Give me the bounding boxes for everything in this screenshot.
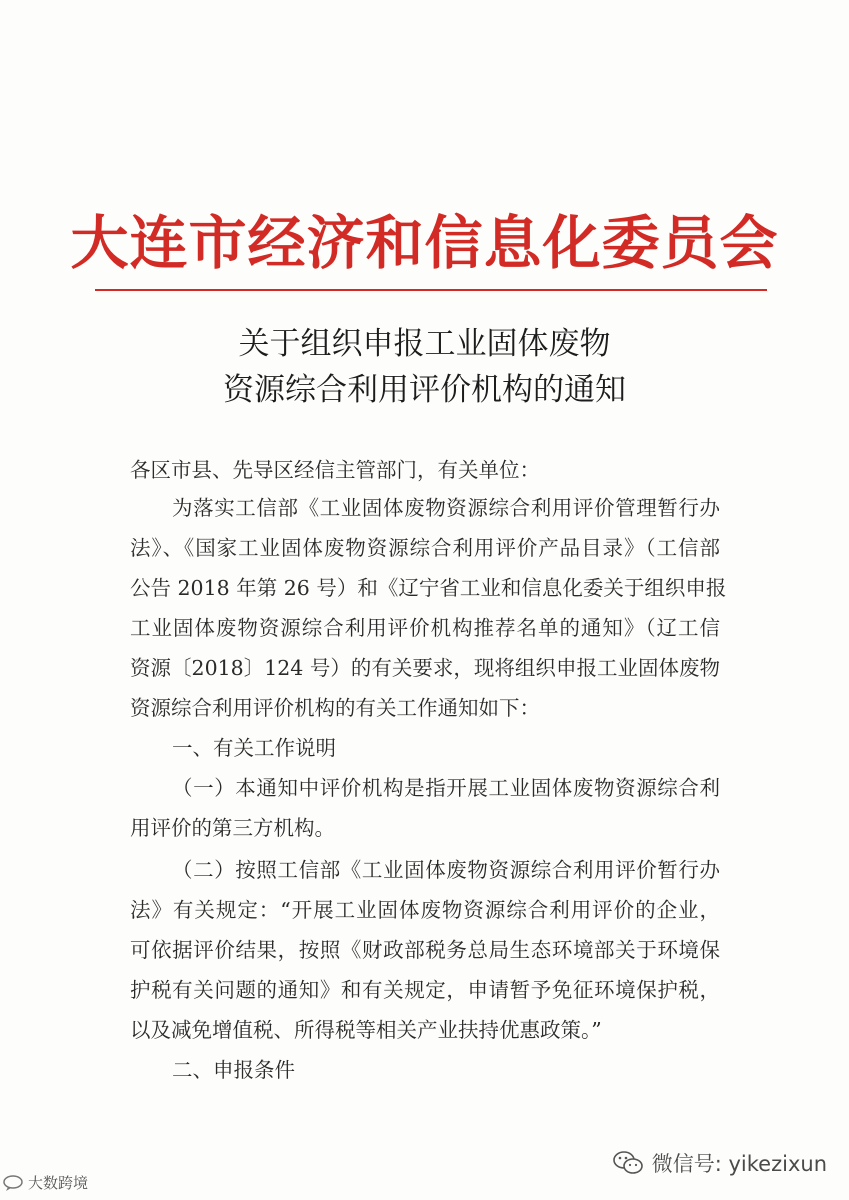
- letterhead-red-rule: [95, 289, 767, 291]
- body-line: 可依据评价结果，按照《财政部税务总局生态环境部关于环境保: [130, 938, 720, 962]
- section-heading-1: 一、有关工作说明: [172, 736, 336, 760]
- document-title-line-1: 关于组织申报工业固体废物: [238, 326, 611, 362]
- body-line: 资源综合利用评价机构的有关工作通知如下：: [130, 696, 540, 720]
- body-line: 工业固体废物资源综合利用评价机构推荐名单的通知》（辽工信: [130, 616, 720, 640]
- watermark-left: [2, 1172, 88, 1193]
- body-line: 法》有关规定：“开展工业固体废物资源综合利用评价的企业，: [130, 898, 720, 922]
- body-line: （二）按照工信部《工业固体废物资源综合利用评价暂行办: [172, 858, 720, 882]
- wechat-icon: [612, 1150, 644, 1176]
- section-heading-2: 二、申报条件: [172, 1058, 295, 1082]
- watermark-left-text: 大数跨境: [28, 1174, 89, 1192]
- body-line: 用评价的第三方机构。: [130, 816, 335, 840]
- body-line: （一）本通知中评价机构是指开展工业固体废物资源综合利: [172, 776, 720, 800]
- salutation: 各区市县、先导区经信主管部门，有关单位：: [130, 458, 540, 482]
- letterhead-org-name: 大连市经济和信息化委员会: [70, 209, 779, 277]
- document-title-line-2: 资源综合利用评价机构的通知: [223, 372, 626, 408]
- body-line: 法》、《国家工业固体废物资源综合利用评价产品目录》（工信部: [130, 536, 720, 560]
- body-line: 以及减免增值税、所得税等相关产业扶持优惠政策。”: [130, 1018, 602, 1042]
- watermark-right-text: 微信号: yikezixun: [651, 1152, 827, 1176]
- watermark-right: [612, 1148, 827, 1178]
- chat-bubble-icon: [2, 1175, 24, 1191]
- body-line: 护税有关问题的通知》和有关规定，申请暂予免征环境保护税，: [130, 978, 720, 1002]
- body-line: 为落实工信部《工业固体废物资源综合利用评价管理暂行办: [172, 496, 720, 520]
- body-line: 公告 2018 年第 26 号）和《辽宁省工业和信息化委关于组织申报: [130, 576, 727, 600]
- body-line: 资源〔2018〕124 号）的有关要求，现将组织申报工业固体废物: [130, 656, 720, 680]
